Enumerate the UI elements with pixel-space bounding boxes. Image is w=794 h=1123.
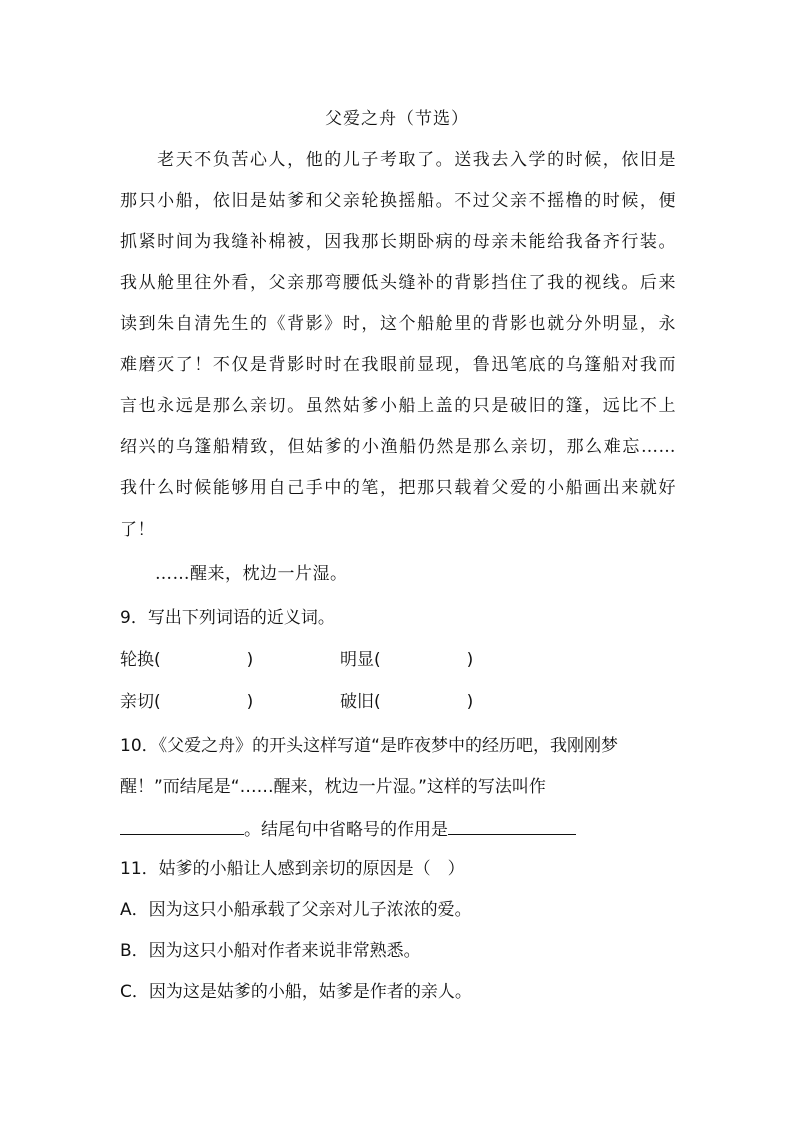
q9-close-paren: ) — [466, 692, 474, 712]
question-10-mid-text: 。结尾句中省略号的作用是 — [244, 820, 448, 840]
question-10-line3 — [120, 816, 576, 842]
q9-close-paren: ) — [466, 650, 474, 670]
q9-item-lunhuan — [120, 648, 253, 672]
q9-item-mingxian — [340, 648, 473, 672]
question-10-line1: 10．《父爱之舟》的开头这样写道“是昨夜梦中的经历吧，我刚刚梦 — [120, 736, 618, 756]
passage-line: 了！ — [120, 520, 155, 540]
q11-option-a[interactable]: A．因为这只小船承载了父亲对儿子浓浓的爱。 — [120, 900, 472, 920]
passage-line: 我什么时候能够用自己手中的笔，把那只载着父爱的小船画出来就好 — [120, 478, 676, 498]
q9-close-paren: ) — [246, 650, 254, 670]
question-9-stem: 9．写出下列词语的近义词。 — [120, 608, 335, 628]
answer-blank-ellipsis-effect[interactable] — [448, 816, 576, 835]
passage-title: 父爱之舟（节选） — [325, 109, 469, 129]
q11-option-c[interactable]: C．因为这是姑爹的小船，姑爹是作者的亲人。 — [120, 982, 472, 1002]
passage-line: 言也永远是那么亲切。虽然姑爹小船上盖的只是破旧的篷，远比不上 — [120, 396, 676, 416]
q9-item-pojiu — [340, 690, 473, 714]
q11-option-b[interactable]: B．因为这只小船对作者来说非常熟悉。 — [120, 941, 421, 961]
q9-word: 轮换 — [120, 650, 154, 670]
question-11-stem: 11．姑爹的小船让人感到亲切的原因是（ ） — [120, 859, 465, 879]
question-10-line2: 醒！”而结尾是“……醒来，枕边一片湿。”这样的写法叫作 — [120, 777, 546, 797]
q9-open-paren: ( — [154, 692, 161, 712]
q9-open-paren: ( — [154, 650, 161, 670]
passage-line: 我从舱里往外看，父亲那弯腰低头缝补的背影挡住了我的视线。后来 — [120, 273, 676, 293]
passage-line: ……醒来，枕边一片湿。 — [120, 564, 348, 584]
answer-blank-technique[interactable] — [120, 816, 244, 835]
q9-close-paren: ) — [246, 692, 254, 712]
q9-word: 明显 — [340, 650, 374, 670]
passage-line: 读到朱自清先生的《背影》时，这个船舱里的背影也就分外明显，永 — [120, 314, 676, 334]
q9-word: 亲切 — [120, 692, 154, 712]
q9-open-paren: ( — [374, 650, 381, 670]
passage-line: 抓紧时间为我缝补棉被，因我那长期卧病的母亲未能给我备齐行装。 — [120, 232, 676, 252]
q9-item-qinqie — [120, 690, 253, 714]
passage-line: 老天不负苦心人，他的儿子考取了。送我去入学的时候，依旧是 — [120, 150, 676, 170]
q9-word: 破旧 — [340, 692, 374, 712]
passage-line: 那只小船，依旧是姑爹和父亲轮换摇船。不过父亲不摇橹的时候，便 — [120, 191, 676, 211]
passage-line: 难磨灭了！不仅是背影时时在我眼前显现，鲁迅笔底的乌篷船对我而 — [120, 355, 676, 375]
passage-line: 绍兴的乌篷船精致，但姑爹的小渔船仍然是那么亲切，那么难忘…… — [120, 437, 676, 457]
q9-open-paren: ( — [374, 692, 381, 712]
